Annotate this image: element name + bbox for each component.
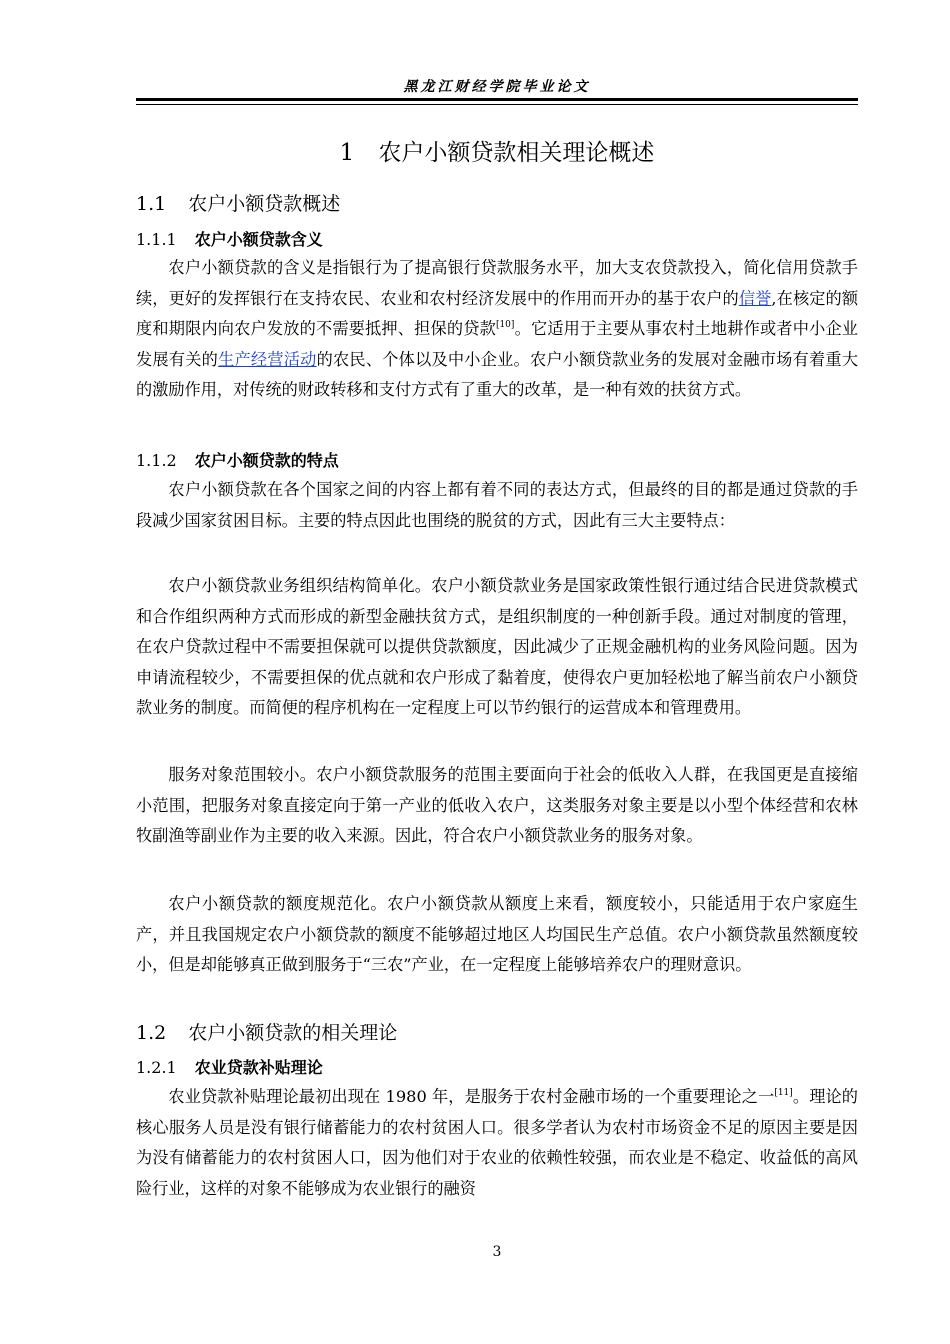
paragraph-definition <box>136 253 858 406</box>
text-run: 。理论的核心服务人员是没有银行储蓄能力的农村贫困人口。很多学者认为农村市场资金不足的原因主要是因为没有储蓄能力的农村贫困人口，因为他们对于农业的依赖性较强，而农业是不稳定、收益低的高风险行业，这样的对象不能够成为农业银行的融资 <box>136 1087 858 1198</box>
chapter-number: 1 <box>339 140 355 166</box>
text-run: 的农民、个体以及中小企业。农户小额贷款业务的发展对金融市场有着重大的激励作用，对传统的财政转移和支付方式有了重大的改革，是一种有效的扶贫方式。 <box>136 349 859 400</box>
header-rule-thick <box>136 98 858 101</box>
paragraph-feature-amount: 农户小额贷款的额度规范化。农户小额贷款从额度上来看，额度较小，只能适用于农户家庭生产，并且我国规定农户小额贷款的额度不能够超过地区人均国民生产总值。农户小额贷款虽然额度较小，但是却能够真正做到服务于“三农”产业，在一定程度上能够培养农户的理财意识。 <box>136 894 858 975</box>
subsection-number: 1.2.1 <box>136 1058 177 1077</box>
section-number: 1.1 <box>136 193 167 215</box>
page-number: 3 <box>492 1244 502 1260</box>
paragraph-feature-scope: 服务对象范围较小。农户小额贷款服务的范围主要面向于社会的低收入人群，在我国更是直接缩小范围，把服务对象直接定向于第一产业的低收入农户，这类服务对象主要是以小型个体经营和农林牧副渔等副业作为主要的收入来源。因此，符合农户小额贷款业务的服务对象。 <box>136 765 858 846</box>
text-run: 。它适用于主要从事农村土地耕作或者中小企业发展有关的 <box>136 319 858 369</box>
section-heading-1-1 <box>136 189 858 216</box>
text-run: ,在核定的额度和期限内向农户发放的不需要抵押、担保的贷款 <box>136 288 859 339</box>
subsection-title: 农业贷款补贴理论 <box>194 1058 323 1077</box>
citation-10: [10] <box>495 320 515 331</box>
section-title: 农户小额贷款的相关理论 <box>188 1022 398 1044</box>
text-run: 农业贷款补贴理论最初出现在 1980 年，是服务于农村金融市场的一个重要理论之一 <box>168 1087 775 1106</box>
text-run: 农户小额贷款的含义是指银行为了提高银行贷款服务水平，加大支农贷款投入，简化信用贷款手续，更好的发挥银行在支持农民、农业和农村经济发展中的作用而开办的基于农户的 <box>136 258 858 308</box>
citation-11: [11] <box>774 1088 793 1098</box>
section-heading-1-2 <box>136 1018 858 1045</box>
subsection-heading-1-1-2 <box>136 448 858 471</box>
running-header: 黑龙江财经学院毕业论文 <box>403 79 591 95</box>
paragraph-feature-structure: 农户小额贷款业务组织结构简单化。农户小额贷款业务是国家政策性银行通过结合民进贷款模式和合作组织两种方式而形成的新型金融扶贫方式，是组织制度的一种创新手段。通过对制度的管理，在农户贷款过程中不需要担保就可以提供贷款额度，因此减少了正规金融机构的业务风险问题。因为申请流程较少，不需要担保的优点就和农户形成了黏着度，使得农户更加轻松地了解当前农户小额贷款业务的制度。而简便的程序机构在一定程度上可以节约银行的运营成本和管理费用。 <box>136 576 858 718</box>
link-shengchan-jingying[interactable]: 生产经营活动 <box>218 349 317 369</box>
subsection-title: 农户小额贷款含义 <box>194 230 323 249</box>
header-rule-thin <box>136 104 858 105</box>
section-title: 农户小额贷款概述 <box>188 193 341 215</box>
chapter-title-text: 农户小额贷款相关理论概述 <box>378 140 655 166</box>
paragraph-features-intro: 农户小额贷款在各个国家之间的内容上都有着不同的表达方式，但最终的目的都是通过贷款的手段减少国家贫困目标。主要的特点因此也围绕的脱贫的方式，因此有三大主要特点： <box>136 480 858 530</box>
subsection-number: 1.1.2 <box>136 451 177 470</box>
chapter-title <box>136 134 858 167</box>
subsection-number: 1.1.1 <box>136 230 177 249</box>
subsection-heading-1-1-1 <box>136 227 858 250</box>
link-xinyu[interactable]: 信誉 <box>738 288 772 308</box>
section-number: 1.2 <box>136 1022 167 1044</box>
subsection-heading-1-2-1 <box>136 1055 858 1078</box>
subsection-title: 农户小额贷款的特点 <box>194 451 339 470</box>
paragraph-subsidy-theory <box>136 1082 858 1204</box>
